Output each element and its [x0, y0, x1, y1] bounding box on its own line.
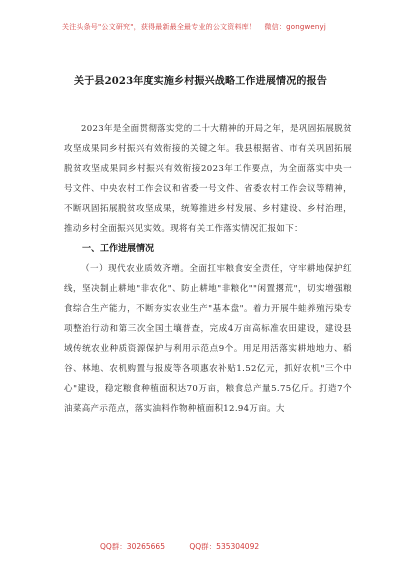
- document-body: [64, 119, 352, 419]
- header-notice: [62, 22, 362, 32]
- footer-qq-group-1: QQ群：30265665: [100, 542, 165, 551]
- header-notice-text: 关注头条号"公文研究"，获得最新最全最专业的公文资料库！: [62, 23, 257, 31]
- section-1-paragraph-1: （一）现代农业质效齐增。全面扛牢粮食安全责任，守牢耕地保护红线，坚决制止耕地"非农化"、防止耕地"非粮化""闲置撂荒"，切实增强粮食综合生产能力，不断夯实农业生产"基本盘"。着力开展牛蛙养殖污染专项整治行动和第三次全国土壤普查，完成4万亩高标准农田建设，建设县域传统农业种质资源保护与利用示范点9个。用足用活落实耕地地力、稻谷、林地、农机购置与报废等各项惠农补贴1.52亿元，抓好农机"三个中心"建设，稳定粮食种植面积达70万亩，粮食总产量5.75亿斤。打造7个油菜高产示范点，落实油料作物种植面积12.94万亩。大: [64, 264, 352, 414]
- section-heading-1: 一、工作进展情况: [82, 244, 155, 254]
- footer-contact: [100, 541, 320, 552]
- document-title: 关于县2023年度实施乡村振兴战略工作进展情况的报告: [74, 76, 328, 87]
- intro-paragraph: 2023年是全面贯彻落实党的二十大精神的开局之年，是巩固拓展脱贫攻坚成果同乡村振兴有效衔接的关键之年。我县根据省、市有关巩固拓展脱贫攻坚成果同乡村振兴有效衔接2023年工作要点，为全面落实中央一号文件、中央农村工作会议和省委一号文件、省委农村工作会议等精神，不断巩固拓展脱贫攻坚成果，统筹推进乡村发展、乡村建设、乡村治理，推动乡村全面振兴见实效。现将有关工作落实情况汇报如下：: [64, 124, 352, 234]
- header-wechat-text: 微信：gongwenyj: [264, 23, 327, 31]
- footer-qq-group-2: QQ群：535304092: [189, 542, 260, 551]
